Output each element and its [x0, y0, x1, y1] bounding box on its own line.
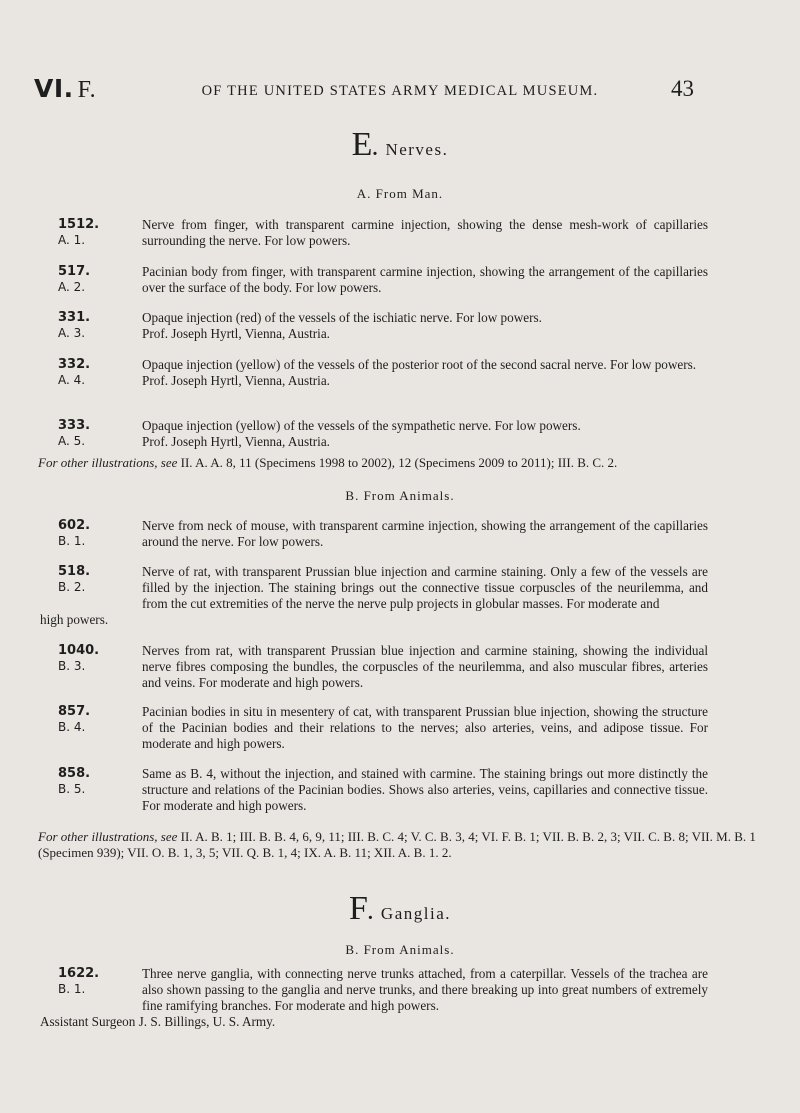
entry-description: Opaque injection (red) of the vessels of the ischiatic nerve. For low powers. — [142, 310, 542, 325]
entry-description: Same as B. 4, without the injection, and stained with carmine. The staining brings out more distinctly the structure and relations of the Pacinian bodies. Shows also arteries, veins, capillaries and connective tissue. For moderate and high powers. — [142, 766, 708, 813]
specimen-number: 1512. — [58, 217, 100, 232]
catalogue-code: A. 1. — [58, 232, 86, 247]
catalogue-code: A. 4. — [58, 372, 86, 387]
entry — [58, 357, 708, 389]
entry-description: Three nerve ganglia, with connecting nerve trunks attached, from a caterpillar. Vessels of the trachea are also shown passing to the ganglia and nerve trunks, and there breaking up into great numbers of extremely fine ramifying branches. For moderate and high powers. — [142, 966, 708, 1013]
catalogue-code: B. 3. — [58, 658, 86, 673]
entry — [58, 217, 708, 249]
cross-reference-lead: For other illustrations, see — [38, 455, 178, 470]
cross-reference-a — [38, 455, 760, 471]
subsection-a-title: A. From Man. — [356, 186, 444, 201]
cross-reference-text: II. A. A. 8, 11 (Specimens 1998 to 2002), 12 (Specimens 2009 to 2011); III. B. C. 2. — [177, 455, 618, 470]
entry — [58, 310, 708, 342]
section-e-letter: E — [351, 126, 373, 163]
entry — [58, 966, 708, 1013]
cross-reference-b — [38, 829, 760, 861]
entry-description: Nerves from rat, with transparent Prussian blue injection and carmine staining, showing the individual nerve fibres composing the bundles, the corpuscles of the neurilemma, and also muscular fibres, arteries and veins. For moderate and high powers. — [142, 643, 708, 690]
entry — [58, 418, 708, 450]
header-part-number: VI. — [34, 74, 74, 103]
specimen-number: 1622. — [58, 966, 100, 981]
catalogue-code: A. 2. — [58, 279, 86, 294]
entry — [58, 643, 708, 690]
specimen-number: 518. — [58, 564, 91, 579]
entry — [58, 264, 708, 296]
catalogue-code: A. 3. — [58, 325, 86, 340]
section-f-letter: F — [349, 890, 368, 927]
entry — [58, 564, 708, 611]
cross-reference-text: II. A. B. 1; III. B. B. 4, 6, 9, 11; III. B. C. 4; V. C. B. 3, 4; VI. F. B. 1; VII. B. B. 2, 3; VII. C. B. 8; VII. M. B. 1 (Specimen 939); VII. O. B. 1, 3, 5; VII. Q. B. 1, 4; IX. A. B. 11; XII. A. B. 1. 2. — [38, 829, 756, 860]
specimen-number: 517. — [58, 264, 91, 279]
entry-contributor: Assistant Surgeon J. S. Billings, U. S. Army. — [40, 1014, 276, 1029]
entry — [58, 704, 708, 751]
entry-description: Opaque injection (yellow) of the vessels of the sympathetic nerve. For low powers. — [142, 418, 581, 433]
section-f-title — [0, 890, 800, 928]
section-e-word: Nerves. — [385, 140, 449, 159]
entry-contributor: Prof. Joseph Hyrtl, Vienna, Austria. — [142, 433, 330, 449]
header-section-letter: F. — [77, 77, 97, 103]
specimen-number: 857. — [58, 704, 91, 719]
subsection-b2-title: B. From Animals. — [345, 942, 455, 957]
header-title: OF THE UNITED STATES ARMY MEDICAL MUSEUM. — [201, 83, 599, 99]
entry-continuation: high powers. — [40, 612, 109, 627]
entry-description: Pacinian body from finger, with transparent carmine injection, showing the arrangement of the capillaries over the surface of the body. For low powers. — [142, 264, 708, 295]
entry-contributor: Prof. Joseph Hyrtl, Vienna, Austria. — [142, 325, 330, 341]
catalogue-code: B. 4. — [58, 719, 86, 734]
entry-description: Opaque injection (yellow) of the vessels of the posterior root of the second sacral nerve. For low powers. — [142, 357, 697, 372]
header-section-label — [34, 74, 96, 104]
cross-reference-lead: For other illustrations, see — [38, 829, 178, 844]
section-f-dot: . — [367, 902, 373, 924]
entry-description: Pacinian bodies in situ in mesentery of cat, with transparent Prussian blue injection, showing the structure of the Pacinian bodies and their relations to the nerves; also arteries, veins, and adipose tissue. For moderate and high powers. — [142, 704, 708, 751]
specimen-number: 1040. — [58, 643, 100, 658]
entry-description: Nerve from neck of mouse, with transparent carmine injection, showing the arrangement of the capillaries around the nerve. For low powers. — [142, 518, 708, 549]
catalogue-code: B. 1. — [58, 533, 86, 548]
specimen-number: 333. — [58, 418, 91, 433]
entry — [58, 766, 708, 813]
catalogue-code: B. 5. — [58, 781, 86, 796]
specimen-number: 331. — [58, 310, 91, 325]
entry-description: Nerve from finger, with transparent carmine injection, showing the dense mesh-work of capillaries surrounding the nerve. For low powers. — [142, 217, 708, 248]
entry-description: Nerve of rat, with transparent Prussian blue injection and carmine staining. Only a few of the vessels are filled by the injection. The staining brings out the connective tissue corpuscles of the neurilemma, and from the cut extremities of the nerve the nerve pulp projects in globular masses. For moderate and — [142, 564, 708, 611]
specimen-number: 602. — [58, 518, 91, 533]
entry — [58, 518, 708, 550]
section-e-dot: . — [372, 138, 378, 160]
specimen-number: 858. — [58, 766, 91, 781]
subsection-b-title: B. From Animals. — [345, 488, 455, 503]
entry-contributor: Prof. Joseph Hyrtl, Vienna, Austria. — [142, 372, 330, 388]
section-e-title — [0, 126, 800, 164]
page-number: 43 — [671, 76, 694, 101]
catalogue-code: B. 1. — [58, 981, 86, 996]
section-f-word: Ganglia. — [380, 904, 451, 923]
catalogue-code: A. 5. — [58, 433, 86, 448]
catalogue-code: B. 2. — [58, 579, 86, 594]
specimen-number: 332. — [58, 357, 91, 372]
